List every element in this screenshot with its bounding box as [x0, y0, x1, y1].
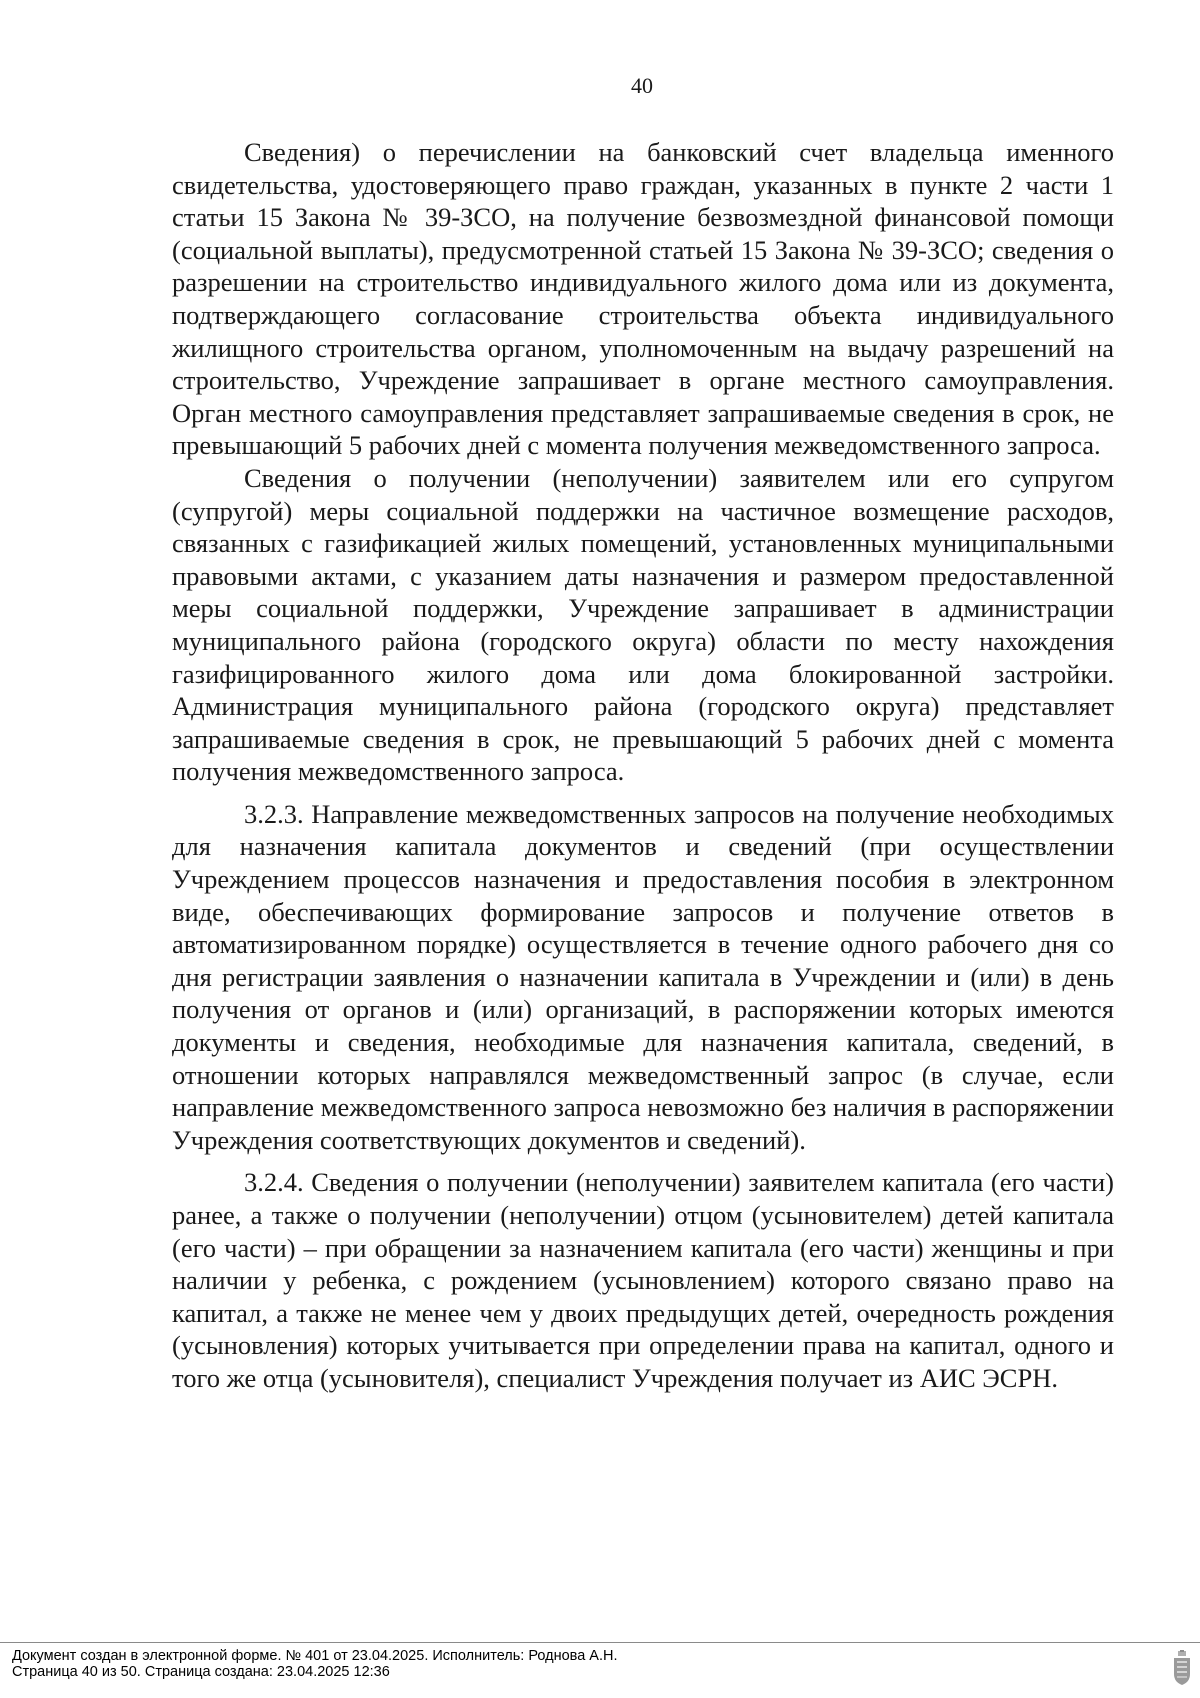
paragraph-1: Сведения) о перечислении на банковский счет владельца именного свидетельства, удостоверяющего право граждан, указанных в пункте 2 части 1 статьи 15 Закона № 39-ЗСО, на получение безвозмездной финансовой помощи (социальной выплаты), предусмотренной статьей 15 Закона № 39-ЗСО; сведения о разрешении на строительство индивидуального жилого дома или из документа, подтверждающего согласование строительства объекта индивидуального жилищного строительства органом, уполномоченным на выдачу разрешений на строительство, Учреждение запрашивает в органе местного самоуправления. Орган местного самоуправления представляет запрашиваемые сведения в срок, не превышающий 5 рабочих дней с момента получения межведомственного запроса.	[172, 137, 1114, 461]
footer-document-info: Документ создан в электронной форме. № 401 от 23.04.2025. Исполнитель: Роднова А.Н.	[12, 1648, 618, 1664]
document-body	[172, 136, 1114, 1395]
paragraph-2: Сведения о получении (неполучении) заявителем или его супругом (супругой) меры социальной поддержки на частичное возмещение расходов, связанных с газификацией жилых помещений, установленных муниципальными правовыми актами, с указанием даты назначения и размером предоставленной меры социальной поддержки, Учреждение запрашивает в администрации муниципального района (городского округа) области по месту нахождения газифицированного жилого дома или дома блокированной застройки. Администрация муниципального района (городского округа) представляет запрашиваемые сведения в срок, не превышающий 5 рабочих дней с момента получения межведомственного запроса.	[172, 462, 1114, 787]
footer-divider	[0, 1642, 1200, 1643]
paragraph-3-2-3: 3.2.3. Направление межведомственных запросов на получение необходимых для назначения капитала документов и сведений (при осуществлении Учреждением процессов назначения и предоставления пособия в электронном виде, обеспечивающих формирование запросов и получение ответов в автоматизированном порядке) осуществляется в течение одного рабочего дня со дня регистрации заявления о назначении капитала в Учреждении и (или) в день получения от органов и (или) организаций, в распоряжении которых имеются документы и сведения, необходимые для назначения капитала, сведений, в отношении которых направлялся межведомственный запрос (в случае, если направление межведомственного запроса невозможно без наличия в распоряжении Учреждения соответствующих документов и сведений).	[172, 798, 1114, 1155]
paragraph-3-2-4: 3.2.4. Сведения о получении (неполучении) заявителем капитала (его части) ранее, а также о получении (неполучении) отцом (усыновителем) детей капитала (его части) – при обращении за назначением капитала (его части) женщины и при наличии у ребенка, с рождением (усыновлением) которого связано право на капитал, а также не менее чем у двоих предыдущих детей, очередность рождения (усыновления) которых учитывается при определении права на капитал, одного и того же отца (усыновителя), специалист Учреждения получает из АИС ЭСРН.	[172, 1167, 1114, 1393]
document-footer	[12, 1648, 618, 1680]
coat-of-arms-icon	[1172, 1650, 1192, 1686]
footer-page-info: Страница 40 из 50. Страница создана: 23.04.2025 12:36	[12, 1664, 390, 1680]
page-number: 40	[631, 73, 653, 98]
